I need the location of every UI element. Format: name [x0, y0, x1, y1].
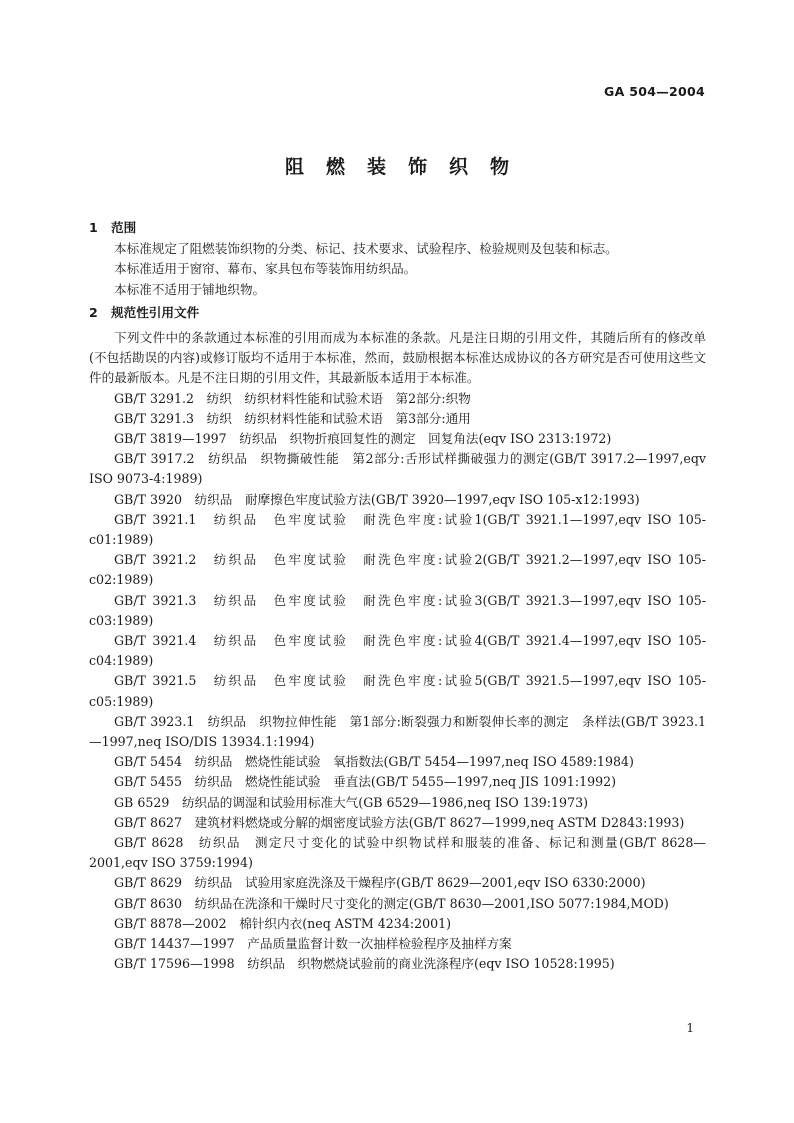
reference-item: GB/T 3819—1997 纺织品 织物折痕回复性的测定 回复角法(eqv ISO 2313:1972): [114, 431, 612, 446]
section-1-heading: [89, 218, 706, 238]
reference-item: GB/T 17596—1998 纺织品 织物燃烧试验前的商业洗涤程序(eqv ISO 10528:1995): [114, 956, 615, 972]
reference-item: GB/T 3921.4 纺织品 色牢度试验 耐洗色牢度:试验4(GB/T 3921.4—1997,eqv ISO 105-c04:1989): [89, 633, 706, 669]
page-number: 1: [686, 1021, 694, 1035]
reference-item: GB 6529 纺织品的调湿和试验用标准大气(GB 6529—1986,neq ISO 139:1973): [114, 794, 589, 810]
section-number: 2: [89, 304, 98, 320]
reference-item: GB/T 5455 纺织品 燃烧性能试验 垂直法(GB/T 5455—1997,neq JIS 1091:1992): [114, 774, 617, 790]
document-body: [89, 218, 706, 974]
reference-item: GB/T 8629 纺织品 试验用家庭洗涤及干燥程序(GB/T 8629—2001,eqv ISO 6330:2000): [114, 875, 646, 891]
reference-item: GB/T 3921.3 纺织品 色牢度试验 耐洗色牢度:试验3(GB/T 3921.3—1997,eqv ISO 105-c03:1989): [89, 592, 706, 628]
standard-number: GA 504—2004: [604, 84, 705, 99]
scope-paragraph: 本标准适用于窗帘、幕布、家具包布等装饰用纺织品。: [114, 261, 417, 277]
reference-item: GB/T 3923.1 纺织品 织物拉伸性能 第1部分:断裂强力和断裂伸长率的测定 条样法(GB/T 3923.1—1997,neq ISO/DIS 13934.1:1994): [89, 713, 706, 750]
reference-item: GB/T 3291.2 纺织 纺织材料性能和试验术语 第2部分:织物: [114, 390, 471, 406]
section-2-heading: [89, 303, 706, 323]
document-title: 阻燃装饰织物: [284, 156, 531, 178]
references-intro: 下列文件中的条款通过本标准的引用而成为本标准的条款。凡是注日期的引用文件，其随后所有的修改单(不包括勘误的内容)或修订版均不适用于本标准，然而，鼓励根据本标准达成协议的各方研究是否可使用这些文件的最新版本。凡是不注日期的引用文件，其最新版本适用于本标准。: [89, 329, 706, 386]
reference-item: GB/T 8878—2002 棉针织内衣(neq ASTM 4234:2001): [114, 915, 452, 931]
reference-item: GB/T 8627 建筑材料燃烧或分解的烟密度试验方法(GB/T 8627—1999,neq ASTM D2843:1993): [114, 814, 685, 830]
reference-item: GB/T 3920 纺织品 耐摩擦色牢度试验方法(GB/T 3920—1997,eqv ISO 105-x12:1993): [114, 491, 640, 507]
reference-item: GB/T 14437—1997 产品质量监督计数一次抽样检验程序及抽样方案: [114, 936, 512, 952]
reference-item: GB/T 8628 纺织品 测定尺寸变化的试验中织物试样和服装的准备、标记和测量(GB/T 8628—2001,eqv ISO 3759:1994): [89, 835, 706, 871]
scope-paragraph: 本标准规定了阻燃装饰织物的分类、标记、技术要求、试验程序、检验规则及包装和标志。: [114, 241, 618, 257]
reference-item: GB/T 3921.5 纺织品 色牢度试验 耐洗色牢度:试验5(GB/T 3921.5—1997,eqv ISO 105-c05:1989): [89, 673, 706, 709]
scope-paragraph: 本标准不适用于铺地织物。: [114, 281, 266, 297]
reference-item: GB/T 3291.3 纺织 纺织材料性能和试验术语 第3部分:通用: [114, 410, 471, 426]
reference-item: GB/T 5454 纺织品 燃烧性能试验 氧指数法(GB/T 5454—1997,neq ISO 4589:1984): [114, 754, 634, 770]
reference-item: GB/T 8630 纺织品在洗涤和干燥时尺寸变化的测定(GB/T 8630—2001,ISO 5077:1984,MOD): [114, 895, 669, 911]
reference-item: GB/T 3921.1 纺织品 色牢度试验 耐洗色牢度:试验1(GB/T 3921.1—1997,eqv ISO 105-c01:1989): [89, 511, 706, 548]
section-number: 1: [89, 220, 98, 235]
section-title: 范围: [111, 220, 137, 235]
section-title: 规范性引用文件: [111, 304, 200, 320]
reference-item: GB/T 3921.2 纺织品 色牢度试验 耐洗色牢度:试验2(GB/T 3921.2—1997,eqv ISO 105-c02:1989): [89, 552, 706, 588]
reference-item: GB/T 3917.2 纺织品 织物撕破性能 第2部分:舌形试样撕破强力的测定(GB/T 3917.2—1997,eqv ISO 9073-4:1989): [89, 451, 706, 487]
